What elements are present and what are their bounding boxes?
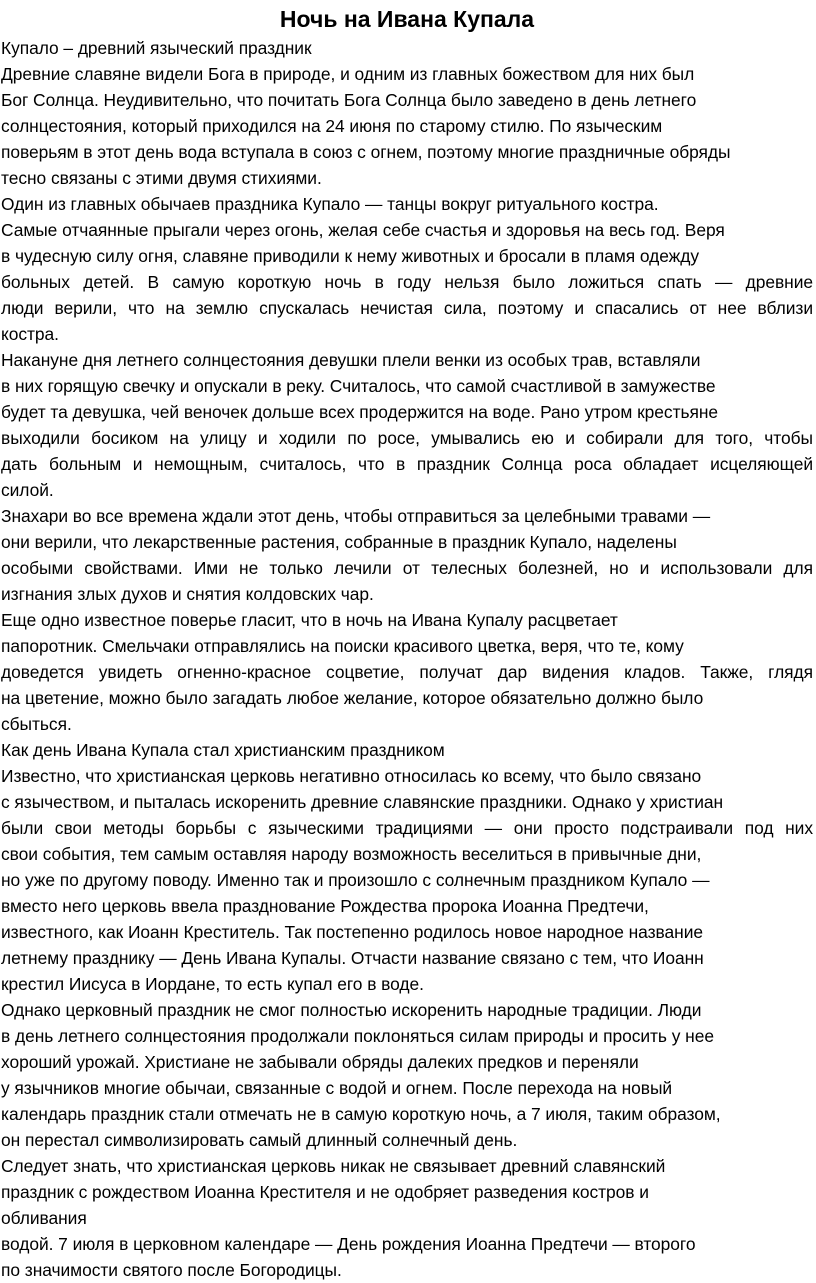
text-line: свои события, тем самым оставляя народу возможность веселиться в привычные дни,: [1, 844, 702, 864]
text-line: Еще одно известное поверье гласит, что в ночь на Ивана Купалу расцветает: [1, 610, 618, 630]
text-line: с язычеством, и пыталась искоренить древние славянские праздники. Однако у христиан: [1, 792, 724, 812]
text-line: Знахари во все времена ждали этот день, чтобы отправиться за целебными травами —: [1, 506, 711, 526]
text-line: доведется увидеть огненно-красное соцветие, получат дар видения кладов. Также, глядя: [1, 662, 813, 682]
text-line: они верили, что лекарственные растения, собранные в праздник Купало, наделены: [1, 532, 677, 552]
text-line: больных детей. В самую короткую ночь в году нельзя было ложиться спать — древние: [1, 272, 813, 292]
text-line: летнему празднику — День Ивана Купалы. Отчасти название связано с тем, что Иоанн: [1, 948, 704, 968]
text-line: дать больным и немощным, считалось, что в праздник Солнца роса обладает исцеляющей: [1, 454, 813, 474]
text-line: обливания: [1, 1208, 87, 1228]
text-line: костра.: [1, 324, 59, 344]
text-line: в чудесную силу огня, славяне приводили к нему животных и бросали в пламя одежду: [1, 246, 699, 266]
text-line: хороший урожай. Христиане не забывали обряды далеких предков и переняли: [1, 1052, 639, 1072]
text-line: Купало – древний языческий праздник: [1, 38, 312, 58]
text-line: выходили босиком на улицу и ходили по росе, умывались ею и собирали для того, чтобы: [1, 428, 813, 448]
text-line: вместо него церковь ввела празднование Рождества пророка Иоанна Предтечи,: [1, 896, 649, 916]
text-line: сбыться.: [1, 714, 72, 734]
text-line: в день летнего солнцестояния продолжали поклоняться силам природы и просить у нее: [1, 1026, 714, 1046]
text-line: солнцестояния, который приходился на 24 июня по старому стилю. По языческим: [1, 116, 663, 136]
text-line: Древние славяне видели Бога в природе, и одним из главных божеством для них был: [1, 64, 695, 84]
text-line: праздник с рождеством Иоанна Крестителя и не одобряет разведения костров и: [1, 1182, 649, 1202]
text-line: на цветение, можно было загадать любое желание, которое обязательно должно было: [1, 688, 704, 708]
text-line: у язычников многие обычаи, связанные с водой и огнем. После перехода на новый: [1, 1078, 673, 1098]
text-line: изгнания злых духов и снятия колдовских чар.: [1, 584, 374, 604]
text-line: Один из главных обычаев праздника Купало — танцы вокруг ритуального костра.: [1, 194, 659, 214]
text-line: Как день Ивана Купала стал христианским праздником: [1, 740, 445, 760]
text-line: известного, как Иоанн Креститель. Так постепенно родилось новое народное название: [1, 922, 703, 942]
text-line: водой. 7 июля в церковном календаре — День рождения Иоанна Предтечи — второго: [1, 1234, 696, 1254]
text-line: папоротник. Смельчаки отправлялись на поиски красивого цветка, веря, что те, кому: [1, 636, 684, 656]
text-line: Известно, что христианская церковь негативно относилась ко всему, что было связано: [1, 766, 702, 786]
text-line: тесно связаны с этими двумя стихиями.: [1, 168, 322, 188]
text-line: поверьям в этот день вода вступала в союз с огнем, поэтому многие праздничные обряды: [1, 142, 731, 162]
text-line: силой.: [1, 480, 54, 500]
text-line: будет та девушка, чей веночек дольше всех продержится на воде. Рано утром крестьяне: [1, 402, 719, 422]
text-line: Накануне дня летнего солнцестояния девушки плели венки из особых трав, вставляли: [1, 350, 701, 370]
text-line: особыми свойствами. Ими не только лечили от телесных болезней, но и использовали для: [1, 558, 813, 578]
text-line: люди верили, что на землю спускалась нечистая сила, поэтому и спасались от нее вблизи: [1, 298, 813, 318]
text-line: но уже по другому поводу. Именно так и произошло с солнечным праздником Купало —: [1, 870, 710, 890]
text-line: были свои методы борьбы с языческими традициями — они просто подстраивали под них: [1, 818, 813, 838]
text-line: Следует знать, что христианская церковь никак не связывает древний славянский: [1, 1156, 666, 1176]
text-line: Бог Солнца. Неудивительно, что почитать Бога Солнца было заведено в день летнего: [1, 90, 697, 110]
text-line: календарь праздник стали отмечать не в самую короткую ночь, а 7 июля, таким образом,: [1, 1104, 721, 1124]
document-title: Ночь на Ивана Купала: [279, 6, 535, 32]
text-line: Однако церковный праздник не смог полностью искоренить народные традиции. Люди: [1, 1000, 702, 1020]
text-line: в них горящую свечку и опускали в реку. Считалось, что самой счастливой в замужестве: [1, 376, 716, 396]
text-line: он перестал символизировать самый длинный солнечный день.: [1, 1130, 518, 1150]
text-line: крестил Иисуса в Иордане, то есть купал его в воде.: [1, 974, 424, 994]
document-body: [1, 35, 813, 1283]
text-line: по значимости святого после Богородицы.: [1, 1260, 342, 1280]
text-line: Самые отчаянные прыгали через огонь, желая себе счастья и здоровья на весь год. Веря: [1, 220, 725, 240]
